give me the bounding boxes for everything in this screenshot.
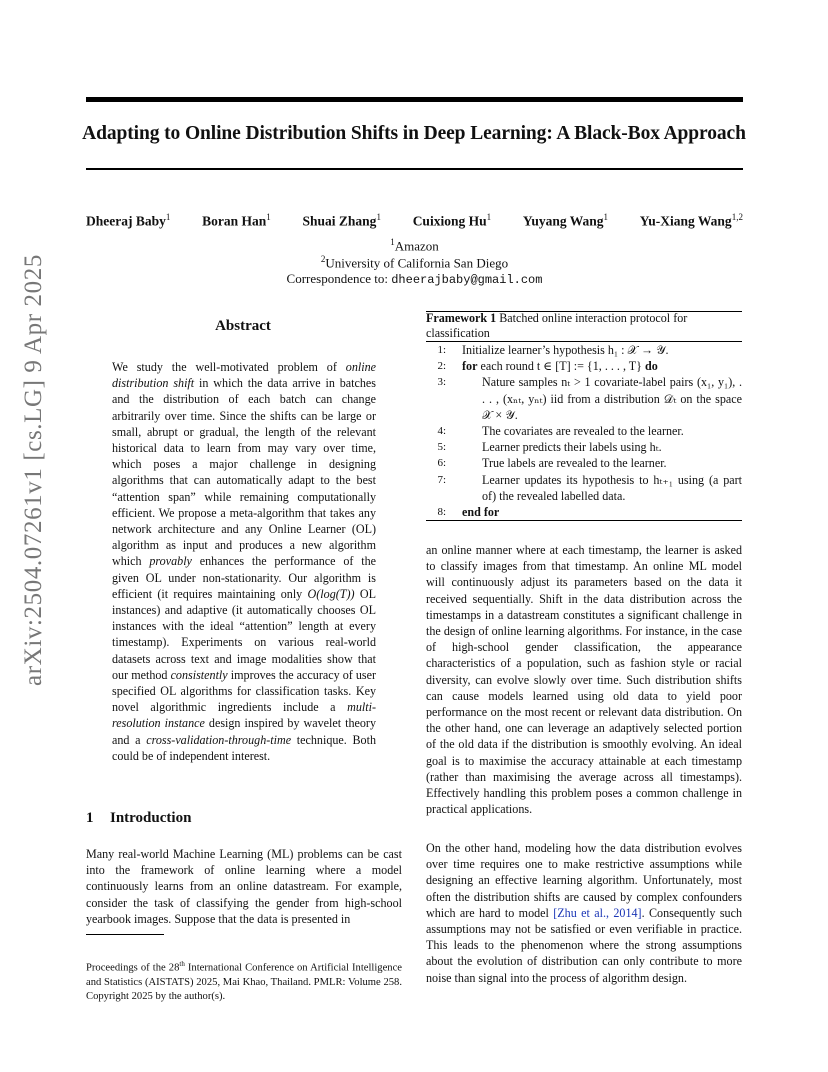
affiliation-1: $^1$Amazon	[390, 237, 439, 254]
framework-line: 6: True labels are revealed to the learner.	[437, 456, 667, 471]
section-heading-introduction: 1 Introduction	[86, 810, 192, 826]
abstract-body: We study the well-motivated problem of online distribution shift in which the data arrive in batches and the distribution of each batch can change arbitrarily over time. Since the shifts can be large or small, abrupt or gradual, the length of the relevant historical data to learn from may vary over time, which poses a major challenge in designing algorithms that can automatically adapt to the best “attention span” while remaining computationally efficient. We propose a meta-algorithm that takes any network architecture and any Online Learner (OL) algorithm as input and produces a new algorithm which provably enhances the performance of the given OL under non-stationarity. Our algorithm is efficient (it requires maintaining only O(log(T)) OL instances) and adaptive (it automatically chooses OL instances with the ideal “attention” length at every timestamp). Experiments on various real-world datasets across text and image modalities show that our method consistently improves the accuracy of user specified OL algorithms for classification tasks. Key novel algorithmic ingredients include a multi-resolution instance design inspired by wavelet theory and a cross-validation-through-time technique. Both could be of independent interest.	[112, 360, 377, 763]
author: Boran Han$^1$	[202, 212, 271, 229]
author: Yuyang Wang$^1$	[522, 212, 609, 229]
framework-body	[426, 342, 742, 520]
arxiv-stamp-text: arXiv:2504.07261v1 [cs.LG] 9 Apr 2025	[20, 254, 47, 686]
framework-line: 2: for each round t ∈ [T] := {1, . . . , T} do	[437, 359, 658, 374]
intro-paragraph: Many real-world Machine Learning (ML) problems can be cast into the framework of online learning where a model continuously learns from an online datastream. For example, consider the task of classifying the gender from high-school yearbook images. Suppose that the data is presented in	[86, 847, 402, 926]
citation-link[interactable]: [Zhu et al., 2014]	[553, 905, 642, 920]
paper-title: Adapting to Online Distribution Shifts in Deep Learning: A Black-Box Approach	[82, 123, 746, 144]
author: Dheeraj Baby$^1$	[86, 212, 171, 229]
author: Shuai Zhang$^1$	[302, 212, 381, 229]
title-rule-bottom	[86, 168, 743, 170]
correspondence: Correspondence to: dheerajbaby@gmail.com	[286, 271, 543, 287]
author-list	[86, 212, 743, 230]
author: Yu-Xiang Wang$^{1,2}$	[639, 212, 743, 229]
arxiv-stamp	[14, 254, 54, 686]
framework-line: 3: Nature samples nₜ > 1 covariate-label pairs (x₁, y₁), . . . , (xₙₜ, yₙₜ) iid from a distribution 𝒟ₜ on the space 𝒳 × 𝒴.	[437, 375, 742, 422]
abstract-heading: Abstract	[215, 318, 271, 334]
right-paragraph-1: an online manner where at each timestamp, the learner is asked to classify images from that timestamp. An online ML model will continuously adjust its parameters based on the data it received sequentially. Shift in the data distribution across the timestamps in a datastream constitutes a significant challenge in the design of online learning algorithms. For instance, in the case of high-school gender classification, the appearance characteristics of a population, such as fashion style or racial diversity, can evolve slowly over time. Such distribution shifts can cause models learned using old data to yield poor performance on the most recent or relevant data distribution. On the other hand, one can leverage an adaptively selected portion of the old data if the distribution is smoothly evolving. An ideal goal is to maximise the accuracy attainable at each timestamp (rather than maximising the average across all timestamps). Effectively handling this problem poses a common challenge in practical applications.	[426, 543, 742, 817]
author: Cuixiong Hu$^1$	[412, 212, 492, 229]
framework-line: 7: Learner updates its hypothesis to hₜ₊₁ using (a part of) the revealed labelled data.	[437, 472, 742, 503]
correspondence-email[interactable]: dheerajbaby@gmail.com	[391, 273, 543, 287]
framework-rule-bottom	[426, 520, 742, 521]
framework-line: 1: Initialize learner’s hypothesis h₁ : 𝒳 → 𝒴.	[437, 343, 669, 357]
framework-line: 8: end for	[437, 505, 500, 520]
title-rule-top	[86, 97, 743, 102]
framework-line: 4: The covariates are revealed to the learner.	[437, 424, 684, 439]
affiliation-2: $^2$University of California San Diego	[320, 254, 509, 271]
footnote: Proceedings of the 28th International Conference on Artificial Intelligence and Statistics (AISTATS) 2025, Mai Khao, Thailand. PMLR: Volume 258. Copyright 2025 by the author(s).	[86, 960, 402, 1002]
framework-line: 5: Learner predicts their labels using hₜ.	[437, 440, 662, 455]
right-paragraph-2: On the other hand, modeling how the data distribution evolves over time requires one to make restrictive assumptions while designing an effective learning algorithm. Unfortunately, most often the distribution shifts are caused by complex confounders which are hard to model [Zhu et al., 2014]. Consequently such assumptions may not be satisfied or even verifiable in practice. This leads to the phenomenon where the strong assumptions about the evolution of distribution can only contribute to more noise than signal into the process of algorithm design.	[426, 841, 743, 985]
footnote-rule	[86, 934, 164, 935]
framework-caption: Framework 1 Batched online interaction protocol for classification	[426, 311, 688, 340]
